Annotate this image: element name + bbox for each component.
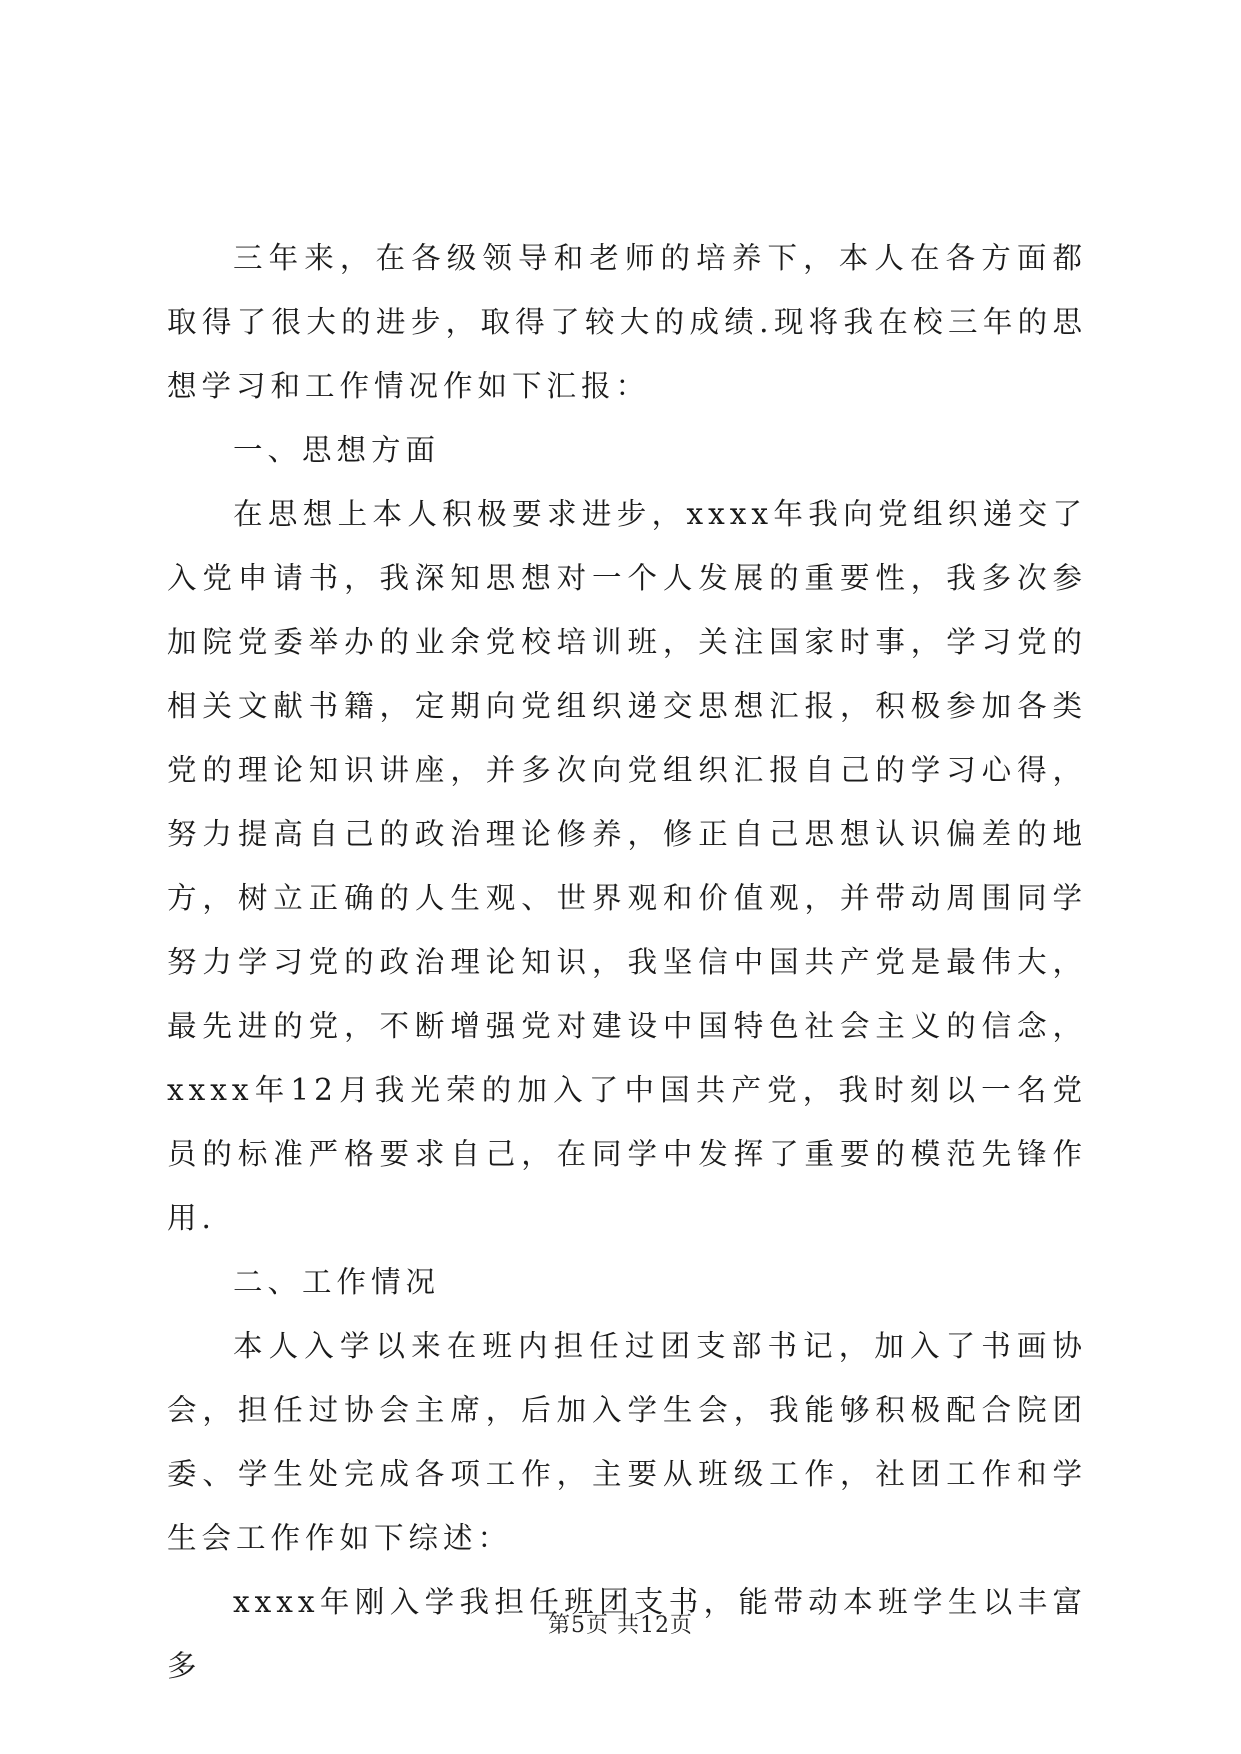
section-heading-work: 二、工作情况 [233,1265,441,1299]
page-number-footer: 第5页 共12页 [548,1613,693,1638]
paragraph-work-continued: xxxx年刚入学我担任班团支书，能带动本班学生以丰富多 [167,1585,1087,1683]
paragraph-intro: 三年来，在各级领导和老师的培养下，本人在各方面都取得了很大的进步，取得了较大的成绩.现将我在校三年的思想学习和工作情况作如下汇报： [167,241,1087,403]
paragraph-work: 本人入学以来在班内担任过团支部书记，加入了书画协会，担任过协会主席，后加入学生会，我能够积极配合院团委、学生处完成各项工作，主要从班级工作，社团工作和学生会工作作如下综述： [167,1329,1087,1555]
paragraph-thought: 在思想上本人积极要求进步，xxxx年我向党组织递交了入党申请书，我深知思想对一个人发展的重要性，我多次参加院党委举办的业余党校培训班，关注国家时事，学习党的相关文献书籍，定期向党组织递交思想汇报，积极参加各类党的理论知识讲座，并多次向党组织汇报自己的学习心得，努力提高自己的政治理论修养，修正自己思想认识偏差的地方，树立正确的人生观、世界观和价值观，并带动周围同学努力学习党的政治理论知识，我坚信中国共产党是最伟大，最先进的党，不断增强党对建设中国特色社会主义的信念，xxxx年12月我光荣的加入了中国共产党，我时刻以一名党员的标准严格要求自己，在同学中发挥了重要的模范先锋作用. [167,497,1087,1235]
section-heading-thought: 一、思想方面 [233,433,441,467]
document-body [167,226,1087,1698]
